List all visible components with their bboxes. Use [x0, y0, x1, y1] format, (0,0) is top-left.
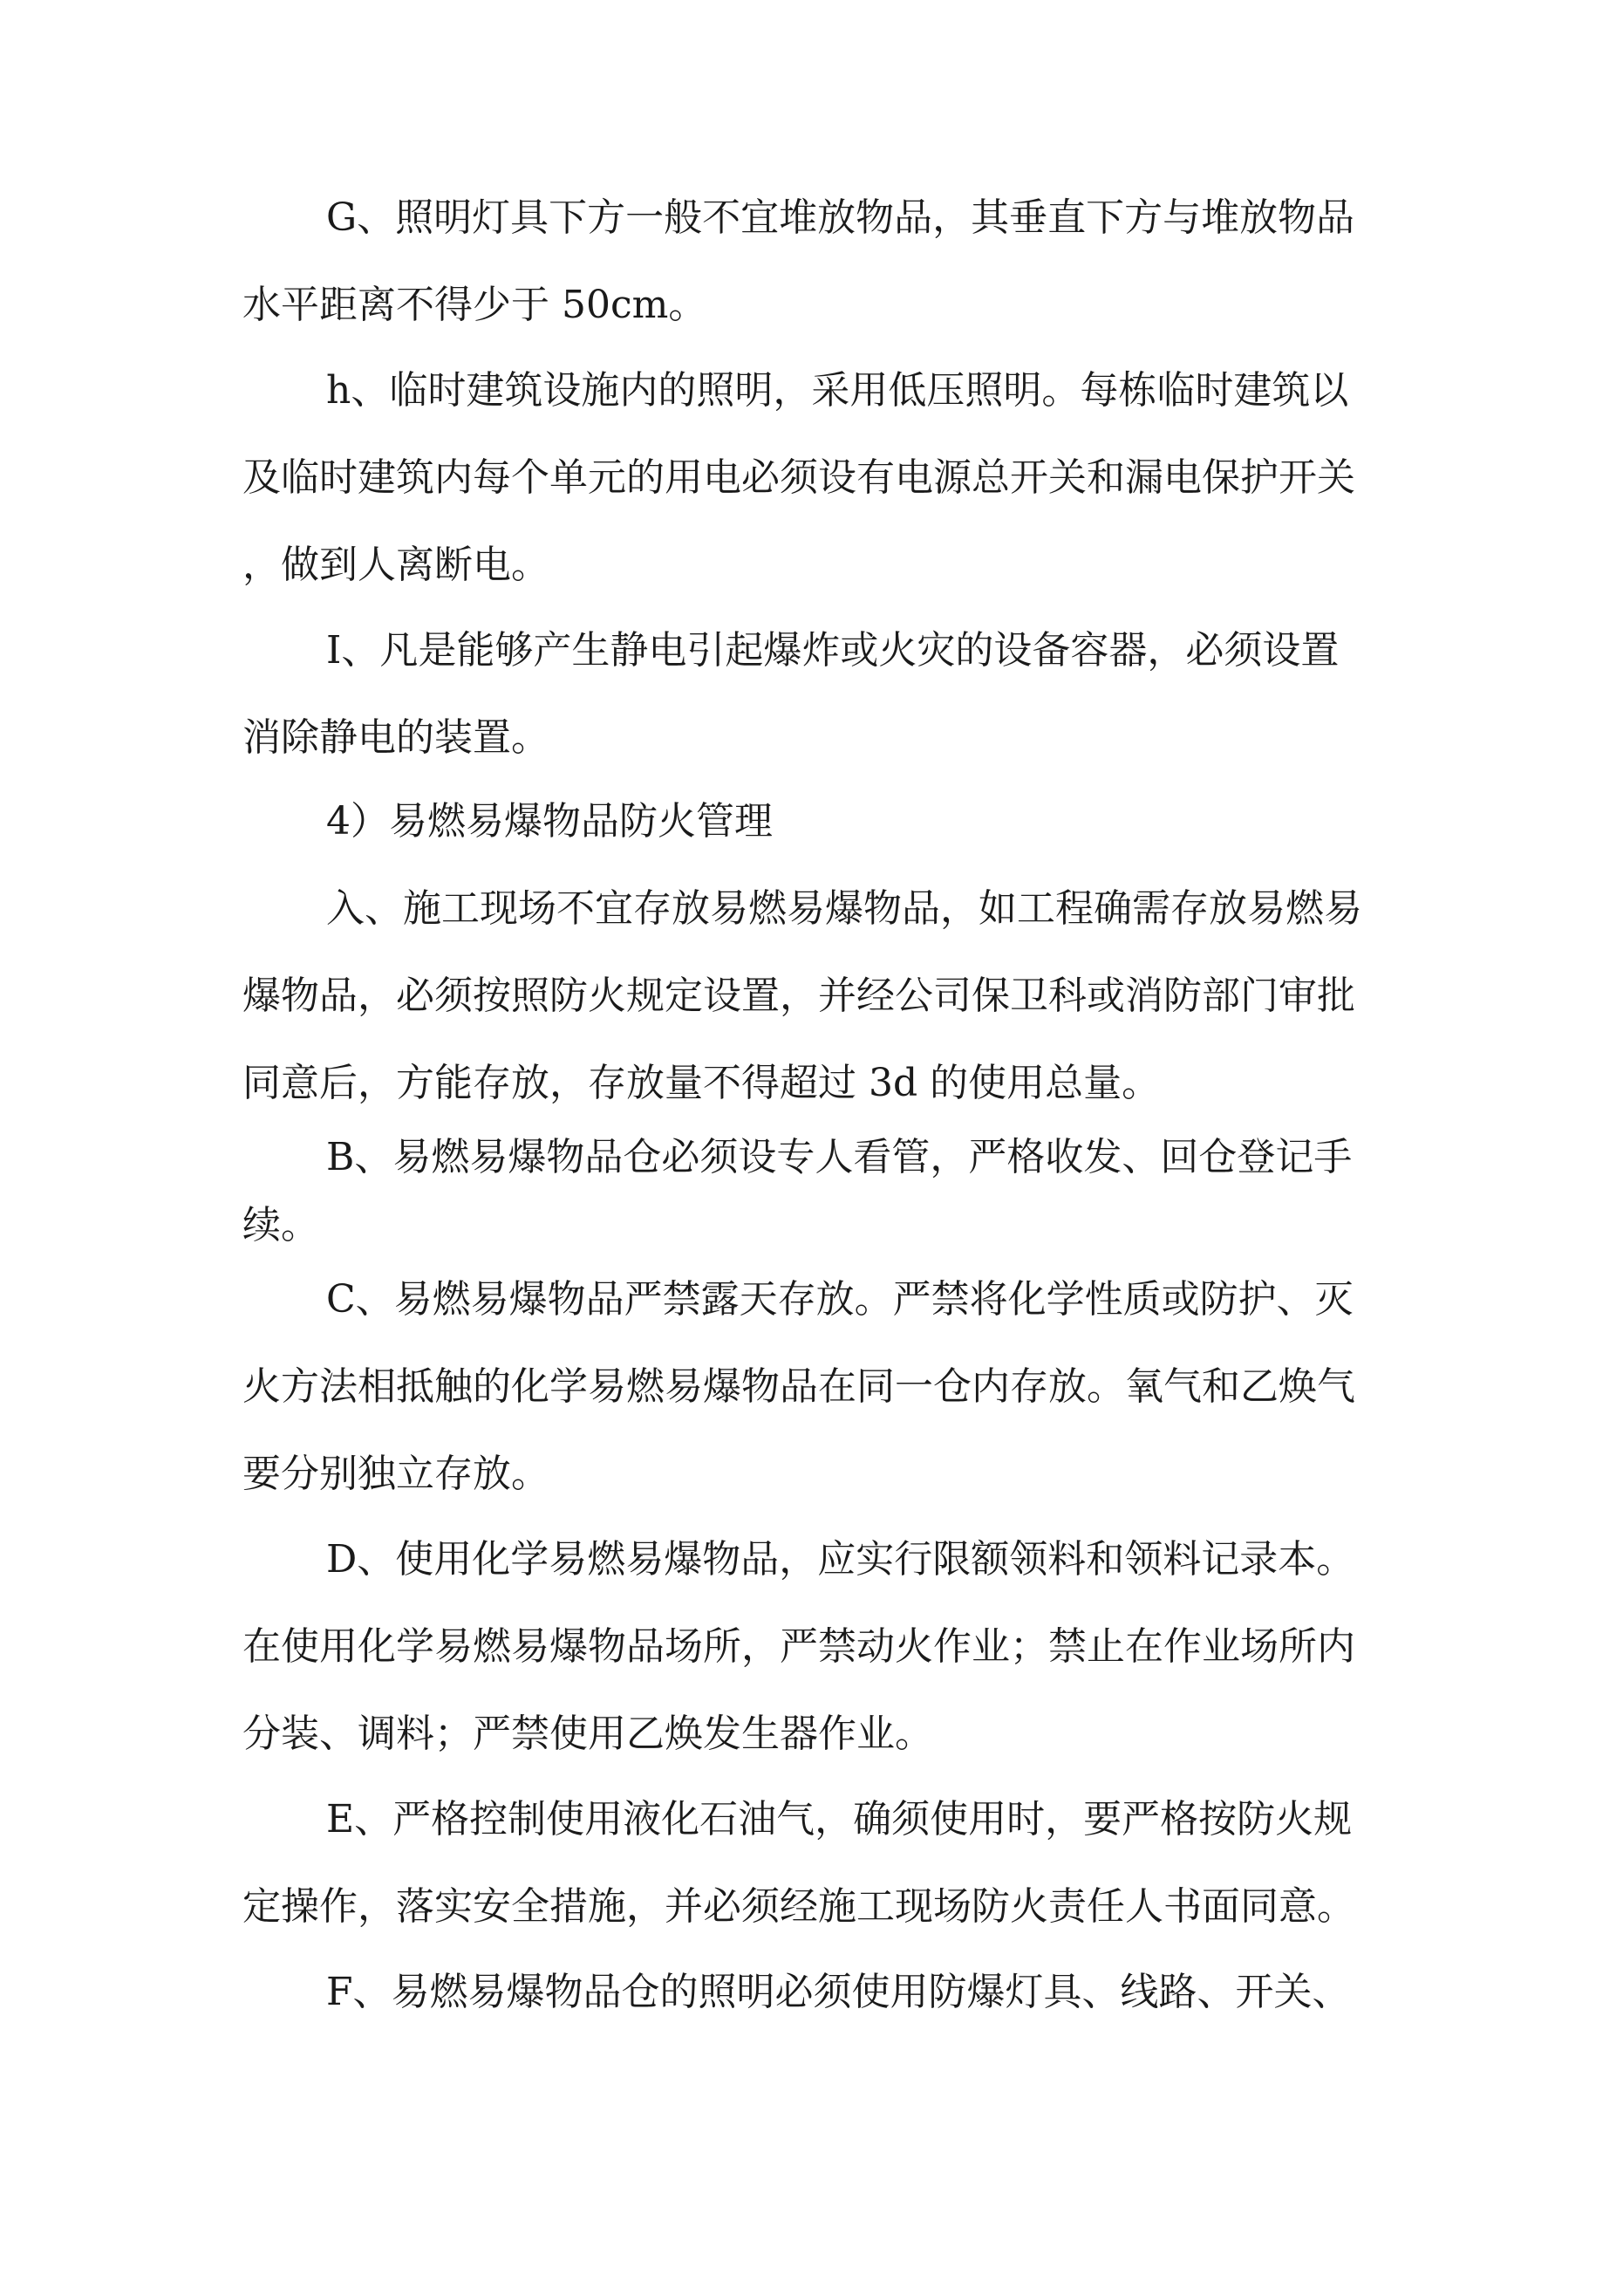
- text-line: F、易燃易爆物品仓的照明必须使用防爆灯具、线路、开关、: [326, 1970, 1351, 2014]
- paragraph-d: [242, 1516, 1401, 1778]
- text-line: D、使用化学易燃易爆物品，应实行限额领料和领料记录本。: [326, 1537, 1355, 1582]
- text-line: I、凡是能够产生静电引起爆炸或火灾的设备容器，必须设置: [326, 628, 1340, 673]
- text-line: B、易燃易爆物品仓必须设专人看管，严格收发、回仓登记手: [326, 1135, 1353, 1179]
- text-line: 续。: [242, 1203, 319, 1247]
- text-line: E、严格控制使用液化石油气，确须使用时，要严格按防火规: [326, 1797, 1353, 1842]
- text-line: G、照明灯具下方一般不宜堆放物品，其垂直下方与堆放物品: [326, 195, 1355, 240]
- paragraph-c: [242, 1256, 1401, 1518]
- text-line: 要分别独立存放。: [242, 1452, 549, 1496]
- paragraph-a: [242, 865, 1401, 1127]
- text-line: 消除静电的装置。: [242, 715, 549, 760]
- text-line: 在使用化学易燃易爆物品场所，严禁动火作业；禁止在作业场所内: [242, 1624, 1355, 1669]
- text-line: ，做到人离断电。: [242, 543, 549, 587]
- text-line: 及临时建筑内每个单元的用电必须设有电源总开关和漏电保护开关: [242, 455, 1355, 500]
- paragraph-e: [242, 1776, 1401, 1951]
- text-line: 入、施工现场不宜存放易燃易爆物品，如工程确需存放易燃易: [326, 886, 1362, 931]
- text-line: 同意后，方能存放，存放量不得超过 3d 的使用总量。: [242, 1061, 1161, 1105]
- text-line: 4）易燃易爆物品防火管理: [326, 799, 773, 844]
- paragraph-i: [242, 607, 1401, 782]
- paragraph-f: [242, 1949, 1401, 2036]
- paragraph-h: [242, 347, 1401, 609]
- text-line: 爆物品，必须按照防火规定设置，并经公司保卫科或消防部门审批: [242, 974, 1355, 1018]
- text-line: 水平距离不得少于 50cm。: [242, 283, 707, 327]
- text-line: C、易燃易爆物品严禁露天存放。严禁将化学性质或防护、灭: [326, 1277, 1354, 1322]
- text-line: 分装、调料；严禁使用乙焕发生器作业。: [242, 1712, 933, 1756]
- text-line: 定操作，落实安全措施，并必须经施工现场防火责任人书面同意。: [242, 1884, 1355, 1929]
- text-line: 火方法相抵触的化学易燃易爆物品在同一仓内存放。氧气和乙焕气: [242, 1364, 1355, 1409]
- section-heading: [242, 778, 1401, 865]
- paragraph-g: [242, 174, 1401, 349]
- paragraph-b: [242, 1124, 1401, 1260]
- text-line: h、临时建筑设施内的照明，采用低压照明。每栋临时建筑以: [326, 368, 1349, 413]
